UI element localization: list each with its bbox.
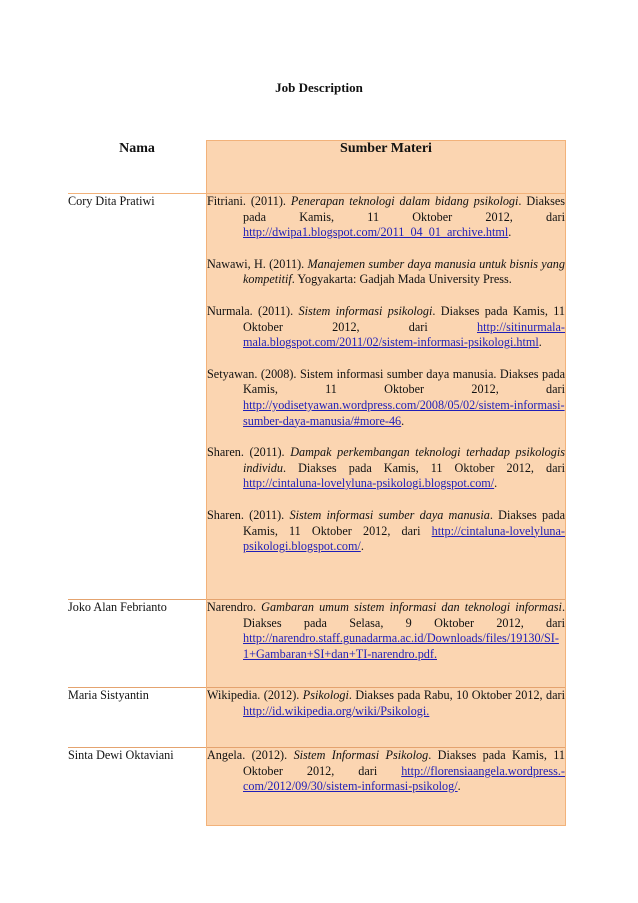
ref-author: Wikipedia. (2012). (207, 688, 303, 702)
table-row (68, 688, 566, 748)
job-description-table (68, 140, 566, 826)
member-name: Sinta Dewi Oktaviani (68, 748, 207, 826)
ref-publication: . Diakses pada Kamis, 11 Oktober 2012, dari (243, 507, 565, 538)
source-list (207, 600, 566, 688)
ref-publication: . Diakses pada Selasa, 9 Oktober 2012, dari (243, 600, 565, 630)
ref-title: Manajemen sumber daya manusia untuk bisnis yang kompetitif (243, 256, 565, 287)
ref-link[interactable]: http://sitinurmala-mala.blogspot.com/2011/02/sistem-informasi-psikologi.html (243, 319, 565, 350)
ref-end: . (508, 225, 512, 240)
ref-author: Fitriani. (2011). (207, 194, 291, 208)
ref-title: Sistem informasi sumber daya manusia (289, 507, 490, 522)
ref-title: Gambaran umum sistem informasi dan teknologi informasi (261, 600, 562, 614)
ref-link[interactable]: http://cintaluna-lovelyluna-psikologi.blogspot.com/ (243, 476, 495, 491)
table-body (68, 194, 566, 826)
ref-author: Nurmala. (2011). (207, 303, 299, 318)
ref-title: Sistem Informasi Psikolog (293, 748, 429, 762)
ref-end: . (457, 779, 461, 794)
reference-entry (207, 600, 565, 662)
reference-entry (207, 304, 565, 351)
reference-entry (207, 445, 565, 492)
table-row (68, 748, 566, 826)
member-name: Joko Alan Febrianto (68, 600, 207, 688)
reference-entry (207, 257, 565, 288)
ref-link[interactable]: http://florensiaangela.wordpress.-com/2012/09/30/sistem-informasi-psikolog/ (243, 763, 565, 794)
header-sumber-materi: Sumber Materi (207, 141, 566, 194)
ref-end: . (538, 335, 542, 350)
ref-title: Dampak perkembangan teknologi terhadap psikologis individu (243, 445, 565, 475)
ref-publication: . Yogyakarta: Gadjah Mada University Press. (291, 272, 512, 287)
ref-title: Penerapan teknologi dalam bidang psikologi (290, 194, 519, 208)
reference-entry (207, 367, 565, 429)
ref-author: Nawawi, H. (2011). (207, 256, 308, 271)
reference-entry (207, 194, 565, 241)
ref-publication: . Diakses pada Kamis, 11 Oktober 2012, dari (243, 194, 565, 224)
member-name: Maria Sistyantin (68, 688, 207, 748)
ref-author: Sharen. (2011). (207, 507, 290, 522)
ref-publication: . Diakses pada Rabu, 10 Oktober 2012, dari (348, 688, 566, 702)
ref-link[interactable]: http://narendro.staff.gunadarma.ac.id/Downloads/files/19130/SI-1+Gambaran+SI+dan+TI-narendro.pdf. (243, 631, 559, 661)
ref-end: . (494, 476, 498, 491)
reference-entry (207, 748, 565, 795)
source-list (207, 194, 566, 600)
reference-entry (207, 508, 565, 555)
ref-link[interactable]: http://cintaluna-lovelyluna-psikologi.blogspot.com/ (243, 523, 565, 554)
ref-link[interactable]: http://dwipa1.blogspot.com/2011_04_01_archive.html (243, 225, 509, 240)
reference-entry (207, 688, 565, 719)
ref-author: Sharen. (2011). (207, 445, 291, 460)
ref-author: Narendro. (207, 600, 262, 614)
ref-end: . (360, 539, 364, 554)
table-row (68, 600, 566, 688)
ref-link[interactable]: http://yodisetyawan.wordpress.com/2008/05/02/sistem-informasi-sumber-daya-manusia/#more-46 (243, 397, 565, 428)
header-nama: Nama (68, 141, 207, 194)
ref-title: Psikologi (302, 688, 349, 702)
ref-author: Setyawan. (2008). Sistem informasi sumber daya manusia. Diakses pada Kamis, 11 Oktober 2012, dari (207, 366, 565, 397)
ref-author: Angela. (2012). (207, 748, 294, 762)
table-header-row (68, 141, 566, 194)
ref-publication: . Diakses pada Kamis, 11 Oktober 2012, dari (243, 303, 565, 334)
member-name: Cory Dita Pratiwi (68, 194, 207, 600)
ref-end: . (401, 413, 405, 428)
source-list (207, 748, 566, 826)
document-title: Job Description (275, 80, 363, 95)
table-row (68, 194, 566, 600)
ref-publication: . Diakses pada Kamis, 11 Oktober 2012, dari (282, 460, 565, 475)
ref-title: Sistem informasi psikologi (298, 303, 433, 318)
source-list (207, 688, 566, 748)
ref-link[interactable]: http://id.wikipedia.org/wiki/Psikologi. (243, 703, 430, 718)
ref-publication: . Diakses pada Kamis, 11 Oktober 2012, dari (243, 748, 566, 778)
